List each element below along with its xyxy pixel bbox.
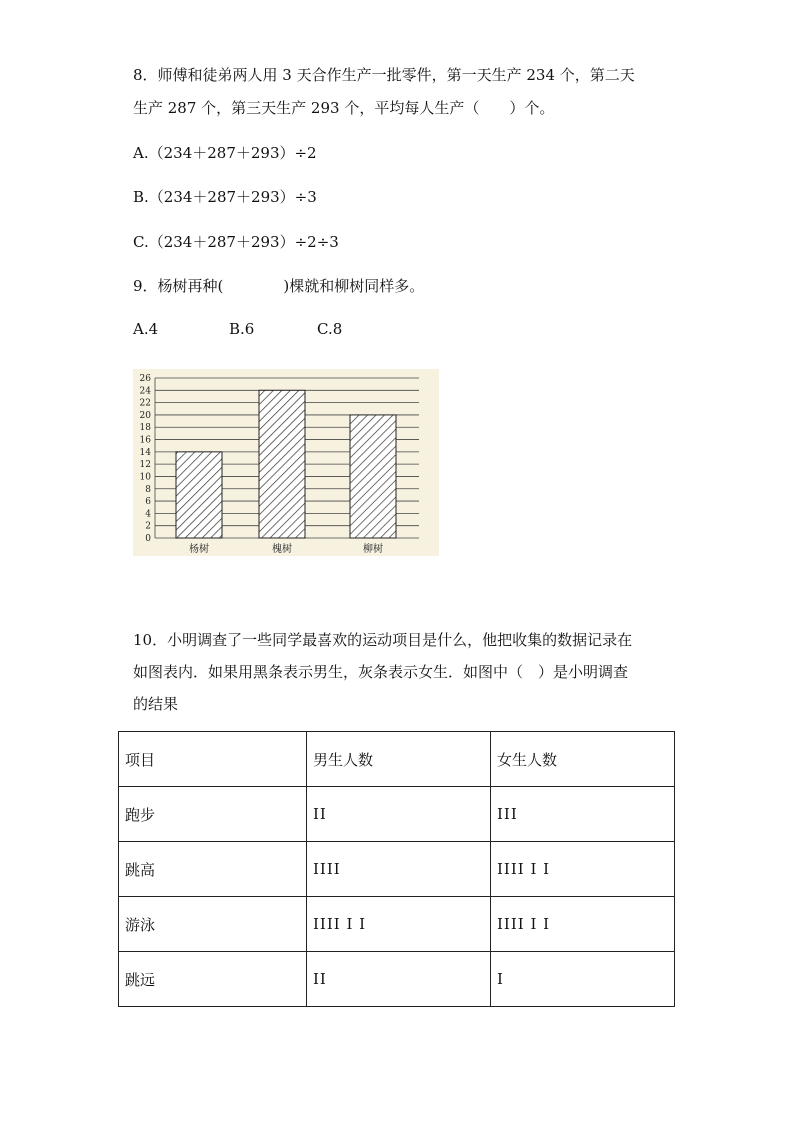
y-tick-label: 18 — [139, 423, 151, 434]
table-header-row — [119, 732, 675, 787]
q8-option-c: C.（234＋287＋293）÷2÷3 — [133, 233, 339, 251]
y-tick-labels — [140, 374, 152, 544]
y-tick-label: 22 — [139, 398, 151, 409]
header-cell-boys: 男生人数 — [307, 732, 491, 787]
q8-stem-line1: 8．师傅和徒弟两人用 3 天合作生产一批零件，第一天生产 234 个，第二天 — [133, 66, 635, 84]
boys-tally: IIII — [307, 842, 491, 897]
q9-stem: 9．杨树再种( )棵就和柳树同样多。 — [133, 277, 425, 295]
table-row — [119, 842, 675, 897]
y-tick-label: 16 — [139, 435, 151, 446]
y-tick-label: 20 — [139, 410, 151, 421]
y-tick-label: 26 — [139, 374, 151, 384]
row-label: 游泳 — [119, 897, 307, 952]
q10-stem-line1: 10．小明调查了一些同学最喜欢的运动项目是什么，他把收集的数据记录在 — [133, 631, 633, 649]
table-row — [119, 952, 675, 1007]
q10-stem-line3: 的结果 — [133, 695, 179, 713]
y-tick-label: 12 — [139, 460, 151, 471]
y-tick-label: 2 — [145, 521, 151, 532]
y-tick-label: 4 — [145, 509, 151, 520]
chart-svg — [133, 369, 439, 556]
y-tick-label: 8 — [145, 484, 151, 495]
girls-tally: IIII I I — [491, 842, 675, 897]
q8-stem-line2: 生产 287 个，第三天生产 293 个，平均每人生产（ ）个。 — [133, 99, 555, 117]
boys-tally: II — [307, 952, 491, 1007]
q8-option-b: B.（234＋287＋293）÷3 — [133, 188, 317, 206]
tree-bar-chart — [133, 369, 439, 556]
row-label: 跑步 — [119, 787, 307, 842]
row-label: 跳远 — [119, 952, 307, 1007]
q9-option-b: B.6 — [229, 320, 255, 338]
x-tick-label: 槐树 — [272, 544, 292, 555]
bar-1 — [176, 452, 222, 538]
table-row — [119, 787, 675, 842]
q8-option-a: A.（234＋287＋293）÷2 — [133, 144, 317, 162]
bar-2 — [259, 390, 305, 538]
y-tick-label: 6 — [145, 497, 151, 508]
boys-tally: IIII I I — [307, 897, 491, 952]
header-cell-girls: 女生人数 — [491, 732, 675, 787]
q9-option-c: C.8 — [317, 320, 343, 338]
row-label: 跳高 — [119, 842, 307, 897]
y-tick-label: 24 — [139, 386, 151, 397]
table-row — [119, 897, 675, 952]
x-tick-label: 杨树 — [189, 544, 209, 555]
x-tick-label: 柳树 — [363, 544, 383, 555]
q9-options — [133, 320, 342, 338]
chart-bars — [176, 390, 396, 538]
y-tick-label: 0 — [145, 534, 151, 544]
girls-tally: IIII I I — [491, 897, 675, 952]
y-tick-label: 14 — [139, 447, 151, 458]
q9-option-a: A.4 — [133, 320, 159, 338]
girls-tally: I — [491, 952, 675, 1007]
sports-survey-table — [118, 731, 675, 1007]
y-tick-label: 10 — [139, 472, 151, 483]
header-cell-item: 项目 — [119, 732, 307, 787]
bar-3 — [350, 415, 396, 538]
boys-tally: II — [307, 787, 491, 842]
girls-tally: III — [491, 787, 675, 842]
q10-stem-line2: 如图表内．如果用黑条表示男生，灰条表示女生．如图中（ ）是小明调查 — [133, 663, 629, 681]
x-tick-labels — [189, 542, 383, 555]
